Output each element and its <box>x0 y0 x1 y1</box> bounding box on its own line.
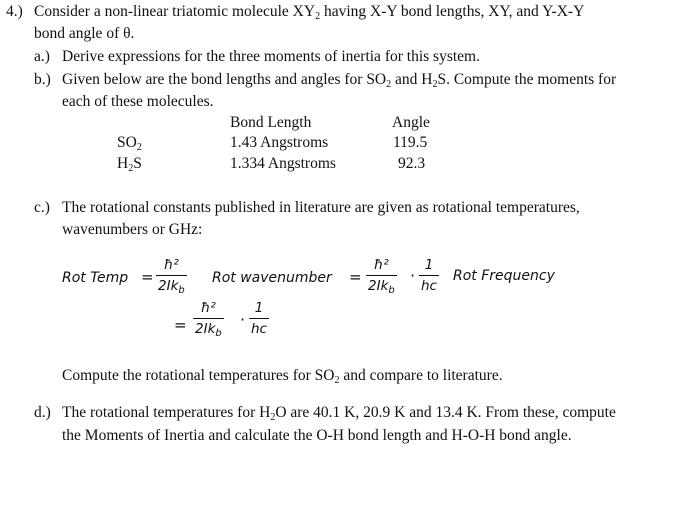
part-d-line2: the Moments of Inertia and calculate the O-H bond length and H-O-H bond angle. <box>62 427 572 444</box>
fraction-bar <box>156 275 187 276</box>
eq-equals: = <box>141 268 154 286</box>
eq-dot: · <box>240 310 246 329</box>
den-sub: b <box>178 285 185 296</box>
fraction-bar <box>193 318 224 319</box>
part-d-line1-post: O are 40.1 K, 20.9 K and 13.4 K. From these, compute <box>275 404 616 421</box>
eq-fraction-2 <box>366 257 397 294</box>
part-c-text-line2: wavenumbers or GHz: <box>62 221 203 238</box>
compute-post: and compare to literature. <box>339 367 503 384</box>
eq-numerator: 1 <box>424 257 434 273</box>
den-sub: b <box>388 285 395 296</box>
part-b-sub2: 2 <box>432 79 438 90</box>
eq-equals: = <box>349 268 362 286</box>
eq-rot-wavenumber: Rot wavenumber <box>212 270 332 286</box>
compute-pre: Compute the rotational temperatures for SO <box>62 367 335 384</box>
question-number: 4.) <box>6 3 23 20</box>
den-text: 2Ik <box>368 278 389 294</box>
eq-rot-frequency: Rot Frequency <box>453 268 555 284</box>
part-d-label: d.) <box>34 404 51 421</box>
mol-name: SO <box>117 134 137 151</box>
part-b-text <box>62 71 616 89</box>
intro-subscript: 2 <box>315 11 321 22</box>
eq-rot-temp: Rot Temp <box>62 270 129 286</box>
part-d-sub: 2 <box>270 412 276 423</box>
den-text: 2Ik <box>158 278 179 294</box>
table-row-angle: 92.3 <box>398 155 426 172</box>
part-c-text-line1: The rotational constants published in literature are given as rotational temperatures, <box>62 199 580 216</box>
eq-numerator: ħ² <box>200 300 216 316</box>
part-b-text-post: S. Compute the moments for <box>437 71 617 88</box>
mol-name: H <box>117 155 129 172</box>
eq-fraction-5 <box>249 300 269 337</box>
compute-sub: 2 <box>334 375 340 386</box>
eq-equals: = <box>174 316 187 334</box>
question-intro-line2: bond angle of θ. <box>34 25 135 42</box>
eq-fraction-1 <box>156 257 187 294</box>
part-c-label: c.) <box>34 199 50 216</box>
part-c-compute <box>62 367 503 385</box>
part-b-text-mid: and H <box>391 71 433 88</box>
mol-sub: 2 <box>128 163 134 174</box>
eq-fraction-3 <box>419 257 439 294</box>
table-row-mol <box>117 134 142 152</box>
den-sub: b <box>215 328 222 339</box>
part-b-sub1: 2 <box>386 79 392 90</box>
eq-fraction-4 <box>193 300 224 337</box>
fraction-bar <box>366 275 397 276</box>
eq-denominator <box>366 278 397 294</box>
part-d-line1-pre: The rotational temperatures for H <box>62 404 271 421</box>
question-intro-line1 <box>34 3 584 21</box>
part-a-text: Derive expressions for the three moments of inertia for this system. <box>62 48 480 65</box>
part-b-text-line2: each of these molecules. <box>62 93 214 110</box>
fraction-bar <box>249 318 269 319</box>
table-row-bond: 1.43 Angstroms <box>230 134 329 151</box>
intro-text: Consider a non-linear triatomic molecule XY <box>34 3 316 20</box>
eq-dot: · <box>410 266 416 285</box>
part-b-label: b.) <box>34 71 51 88</box>
eq-denominator: hc <box>251 321 267 337</box>
den-text: 2Ik <box>195 321 216 337</box>
eq-numerator: ħ² <box>373 257 389 273</box>
fraction-bar <box>419 275 439 276</box>
eq-numerator: 1 <box>254 300 264 316</box>
eq-denominator <box>193 321 224 337</box>
table-header-bond-length: Bond Length <box>230 114 312 131</box>
part-a-label: a.) <box>34 48 50 65</box>
mol-sub: 2 <box>136 142 142 153</box>
table-row-angle: 119.5 <box>393 134 428 151</box>
table-header-angle: Angle <box>392 114 430 131</box>
part-d-line1 <box>62 404 616 422</box>
eq-denominator <box>156 278 187 294</box>
part-b-text-pre: Given below are the bond lengths and angles for SO <box>62 71 387 88</box>
mol-post: S <box>133 155 142 172</box>
table-row-mol <box>117 155 142 173</box>
eq-numerator: ħ² <box>163 257 179 273</box>
eq-denominator: hc <box>421 278 437 294</box>
table-row-bond: 1.334 Angstroms <box>230 155 336 172</box>
intro-text-rest: having X-Y bond lengths, XY, and Y-X-Y <box>320 3 585 20</box>
